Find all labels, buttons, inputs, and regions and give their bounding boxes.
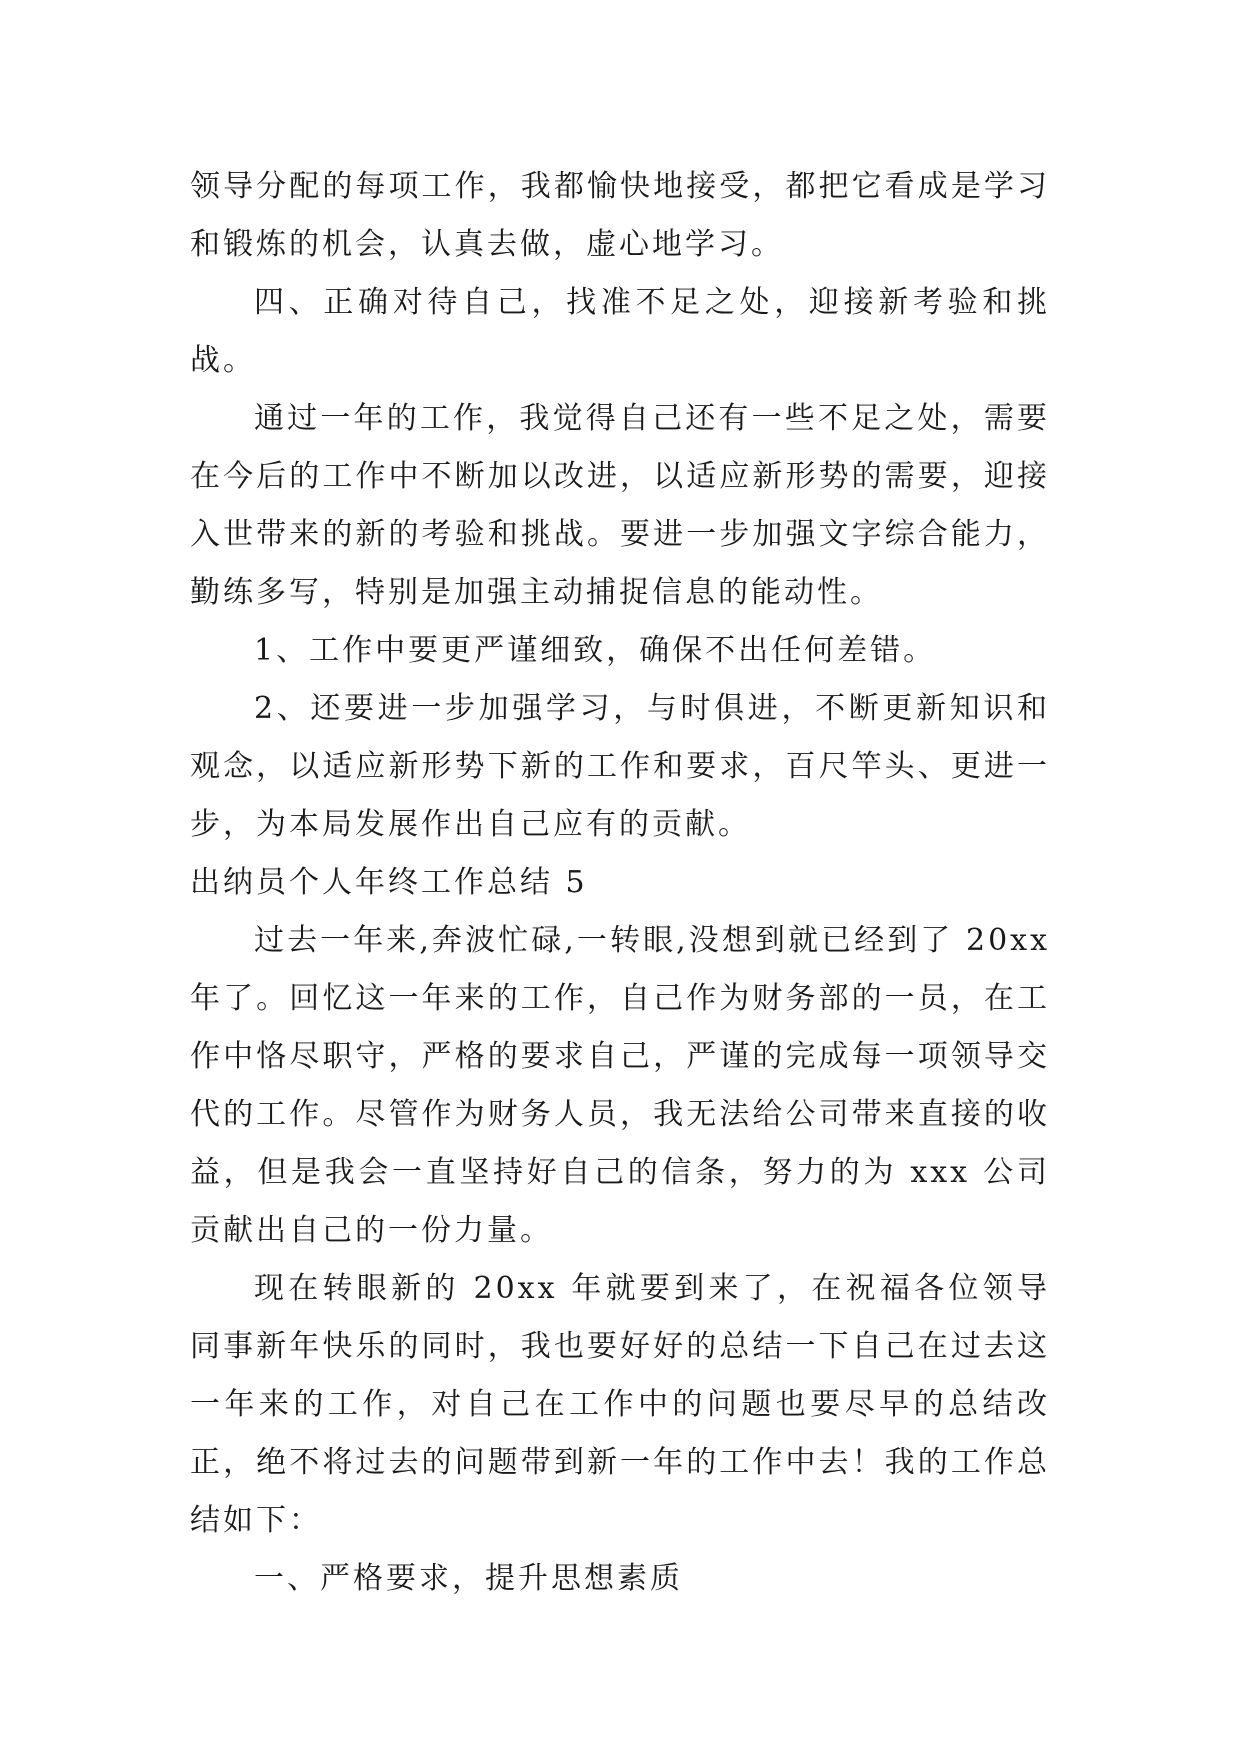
paragraph-continuation: 领导分配的每项工作，我都愉快地接受，都把它看成是学习和锻炼的机会，认真去做，虚心地学习。 (190, 169, 1050, 262)
section-heading: 出纳员个人年终工作总结 5 (190, 865, 588, 900)
paragraph-item-one: 1、工作中要更严谨细致，确保不出任何差错。 (254, 633, 937, 668)
paragraph-subheading-one: 一、严格要求，提升思想素质 (254, 1561, 683, 1596)
paragraph-shortcomings: 通过一年的工作，我觉得自己还有一些不足之处，需要在今后的工作中不断加以改进，以适应新形势的需要，迎接入世带来的新的考验和挑战。要进一步加强文字综合能力，勤练多写，特别是加强主动捕捉信息的能动性。 (190, 401, 1050, 610)
paragraph-intro: 过去一年来,奔波忙碌,一转眼,没想到就已经到了 20xx 年了。回忆这一年来的工作，自己作为财务部的一员，在工作中恪尽职守，严格的要求自己，严谨的完成每一项领导交代的工作。尽管作为财务人员，我无法给公司带来直接的收益，但是我会一直坚持好自己的信条，努力的为 xxx 公司贡献出自己的一份力量。 (190, 923, 1050, 1248)
document-body (190, 158, 1050, 1608)
paragraph-item-two: 2、还要进一步加强学习，与时俱进，不断更新知识和观念，以适应新形势下新的工作和要求，百尺竿头、更进一步，为本局发展作出自己应有的贡献。 (190, 691, 1050, 842)
paragraph-new-year: 现在转眼新的 20xx 年就要到来了，在祝福各位领导同事新年快乐的同时，我也要好好的总结一下自己在过去这一年来的工作，对自己在工作中的问题也要尽早的总结改正，绝不将过去的问题带到新一年的工作中去！我的工作总结如下： (190, 1271, 1050, 1538)
paragraph-section-four: 四、正确对待自己，找准不足之处，迎接新考验和挑战。 (190, 285, 1050, 378)
